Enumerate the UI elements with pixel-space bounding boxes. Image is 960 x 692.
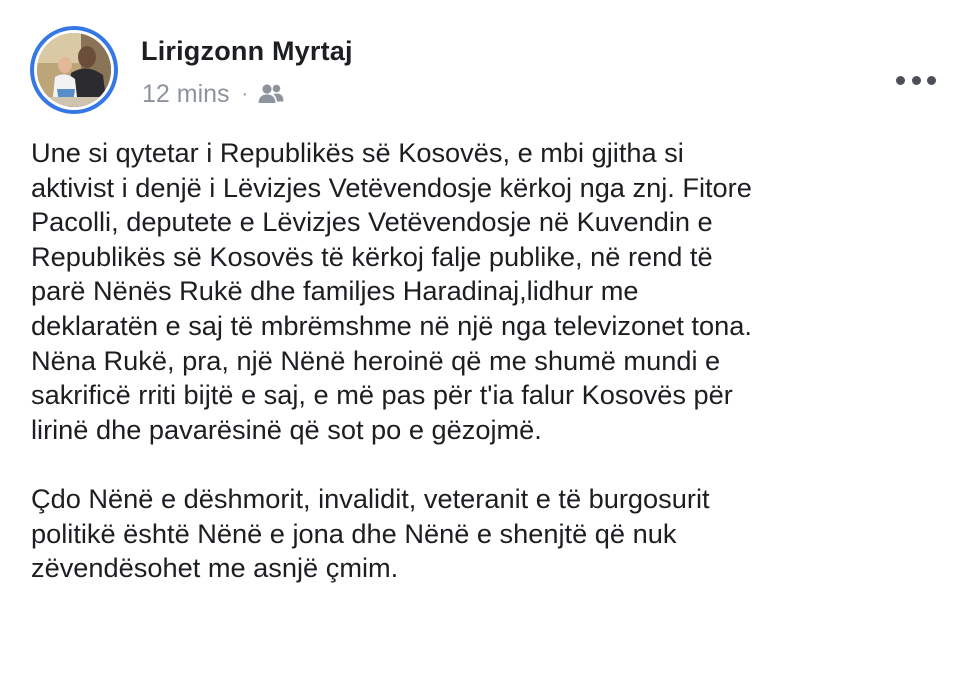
text-line: Une si qytetar i Republikës së Kosovës, e mbi gjitha si [31, 137, 684, 168]
post-timestamp[interactable]: 12 mins [142, 79, 230, 108]
more-dot [912, 76, 921, 85]
text-line: deklaratën e saj të mbrëmshme në një nga televizonet tona. [31, 309, 752, 341]
text-line: parë Nënës Rukë dhe familjes Haradinaj,lidhur me [31, 275, 639, 307]
post-paragraph-2 [31, 482, 946, 586]
meta-separator: · [241, 82, 249, 105]
post-meta [142, 79, 284, 109]
text-line: zëvendësohet me asnjë çmim. [31, 552, 399, 584]
text-line: Republikës së Kosovës të kërkoj falje publike, në rend të [31, 240, 713, 272]
text-line: Pacolli, deputete e Lëvizjes Vetëvendosje në Kuvendin e [31, 206, 713, 238]
text-line: politikë është Nënë e jona dhe Nënë e shenjtë që nuk [31, 517, 677, 549]
text-line: lirinë dhe pavarësinë që sot po e gëzojmë. [31, 413, 542, 445]
avatar[interactable] [30, 26, 118, 114]
author-name[interactable]: Lirigzonn Myrtaj [141, 36, 353, 66]
text-line: sakrificë rriti bijtë e saj, e më pas për t'ia falur Kosovës për [31, 379, 733, 411]
friends-icon[interactable] [258, 83, 284, 105]
profile-photo-image [37, 33, 111, 107]
more-dot [927, 76, 936, 85]
post-body [31, 136, 946, 586]
text-line: aktivist i denjë i Lëvizjes Vetëvendosje kërkoj nga znj. Fitore [31, 171, 752, 203]
post-header [30, 26, 960, 122]
post-paragraph-1 [31, 136, 946, 447]
text-line: Çdo Nënë e dëshmorit, invalidit, veteranit e të burgosurit [31, 482, 710, 514]
more-dot [896, 76, 905, 85]
more-options-icon[interactable] [896, 70, 936, 90]
profile-photo [37, 33, 111, 107]
text-line: Nëna Rukë, pra, një Nënë heroinë që me shumë mundi e [31, 344, 721, 376]
friends-icon-graphic [258, 83, 284, 105]
